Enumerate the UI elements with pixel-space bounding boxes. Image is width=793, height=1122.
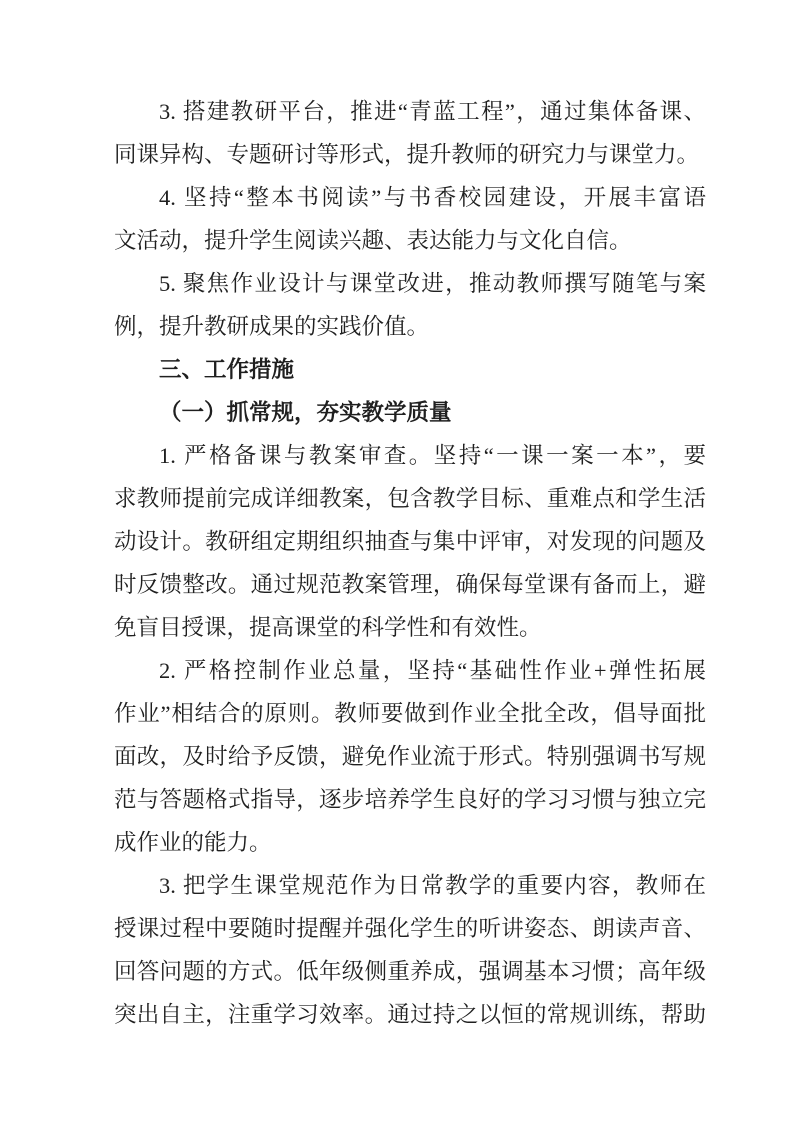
heading-1-line: 三、工作措施 (159, 357, 295, 382)
heading-2-line: （一）抓常规，夯实教学质量 (159, 400, 452, 425)
text-line: 求教师提前完成详细教案，包含教学目标、重难点和学生活 (114, 486, 706, 511)
text-line: 同课异构、专题研讨等形式，提升教师的研究力与课堂力。 (114, 142, 700, 167)
text-line: 成作业的能力。 (114, 830, 272, 855)
text-line: 4. 坚持“整本书阅读”与书香校园建设，开展丰富语 (159, 185, 706, 210)
document-body (114, 90, 706, 1036)
text-line: 例，提升教研成果的实践价值。 (114, 314, 430, 339)
text-line: 时反馈整改。通过规范教案管理，确保每堂课有备而上，避 (114, 572, 706, 597)
text-line: 2. 严格控制作业总量，坚持“基础性作业+弹性拓展 (159, 658, 706, 683)
text-line: 面改，及时给予反馈，避免作业流于形式。特别强调书写规 (114, 744, 706, 769)
text-line: 3. 把学生课堂规范作为日常教学的重要内容，教师在 (159, 873, 706, 898)
text-line: 回答问题的方式。低年级侧重养成，强调基本习惯；高年级 (114, 959, 706, 984)
text-line: 动设计。教研组定期组织抽查与集中评审，对发现的问题及 (114, 529, 706, 554)
text-line: 突出自主，注重学习效率。通过持之以恒的常规训练，帮助 (114, 1002, 706, 1027)
text-line: 授课过程中要随时提醒并强化学生的听讲姿态、朗读声音、 (114, 916, 706, 941)
text-line: 1. 严格备课与教案审查。坚持“一课一案一本”，要 (159, 443, 706, 468)
text-line: 文活动，提升学生阅读兴趣、表达能力与文化自信。 (114, 228, 632, 253)
text-line: 5. 聚焦作业设计与课堂改进，推动教师撰写随笔与案 (159, 271, 706, 296)
text-line: 3. 搭建教研平台，推进“青蓝工程”，通过集体备课、 (159, 99, 706, 124)
text-line: 免盲目授课，提高课堂的科学性和有效性。 (114, 615, 542, 640)
text-line: 范与答题格式指导，逐步培养学生良好的学习习惯与独立完 (114, 787, 706, 812)
text-line: 作业”相结合的原则。教师要做到作业全批全改，倡导面批 (114, 701, 706, 726)
